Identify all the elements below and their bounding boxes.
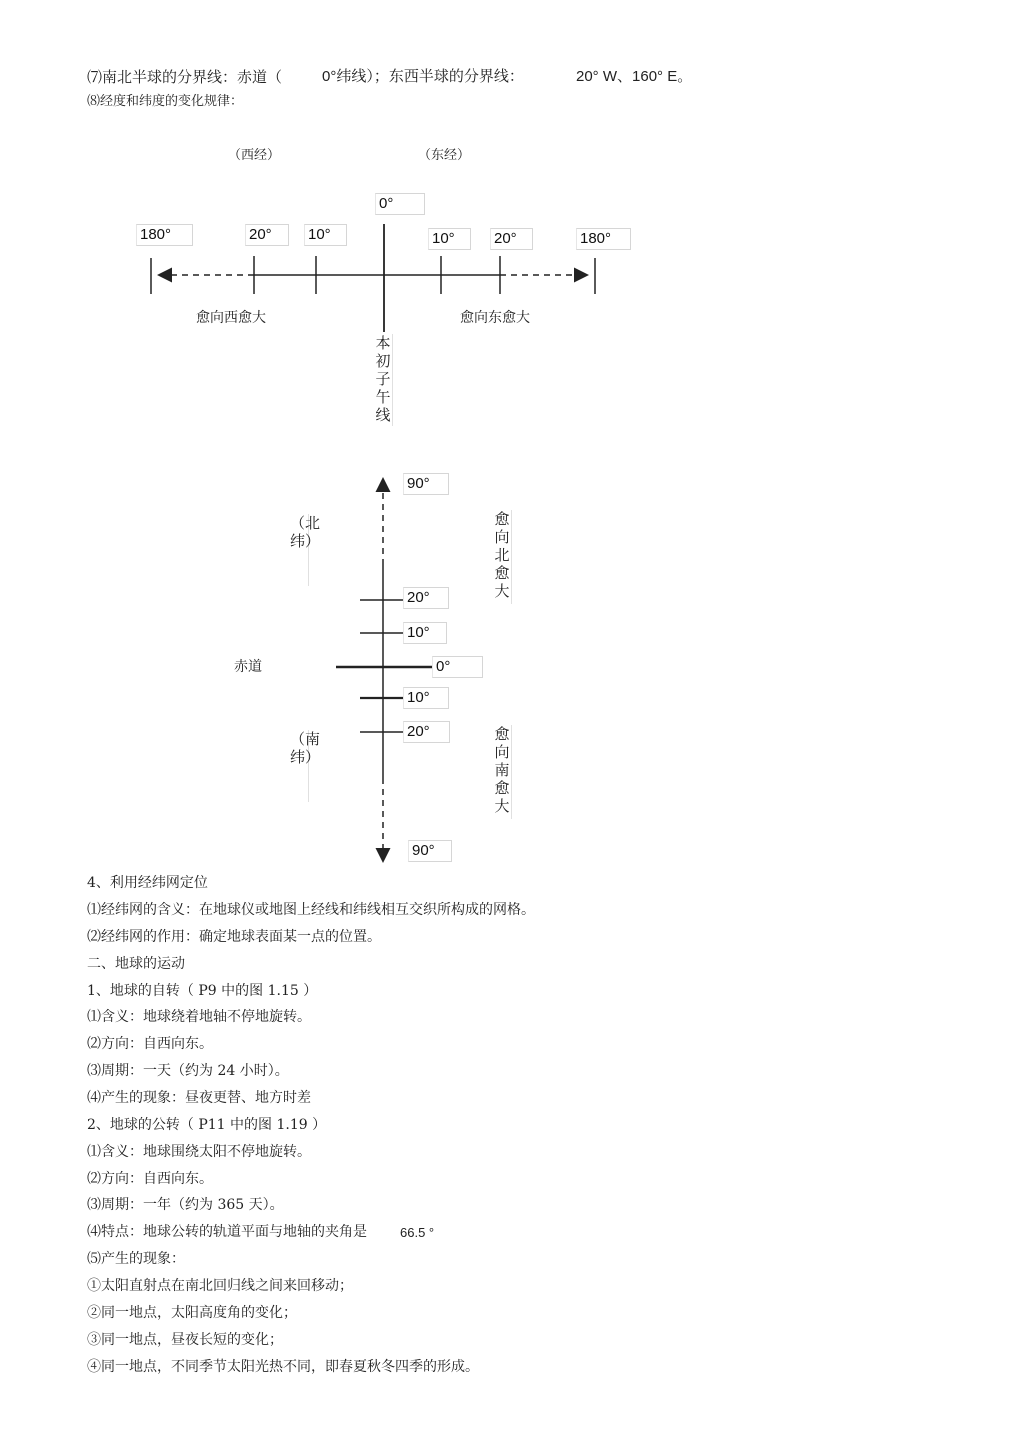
south-trend-label: 愈向南愈大 (493, 725, 512, 819)
lat-0-label: 0° (432, 656, 483, 678)
lat-s10-label: 10° (403, 687, 449, 709)
lon-e20-label: 20° (490, 228, 533, 250)
rotation-title: 1、地球的自转（ P9 中的图 1.15 ） (87, 983, 318, 999)
revolution-item-2: ⑵方向：自西向东。 (87, 1171, 213, 1187)
axial-tilt-value: 66.5 ° (400, 1225, 435, 1240)
lon-w20-label: 20° (245, 224, 289, 246)
west-trend-label: 愈向西愈大 (196, 310, 266, 326)
line-8: ⑻经度和纬度的变化规律： (87, 94, 244, 109)
rotation-item-4: ⑷产生的现象：昼夜更替、地方时差 (87, 1090, 311, 1106)
prime-meridian-label: 本初子午线 (374, 334, 393, 426)
line-7-part-c: 20° W、160° E。 (576, 68, 693, 85)
line-7-part-a: ⑺南北半球的分界线：赤道（ (87, 68, 283, 86)
revolution-item-4: ⑷特点：地球公转的轨道平面与地轴的夹角是 (87, 1224, 367, 1240)
revolution-item-3: ⑶周期：一年（约为 365 天）。 (87, 1197, 284, 1213)
lat-s20-label: 20° (403, 721, 450, 743)
lat-s90-label: 90° (408, 840, 452, 862)
lon-w180-label: 180° (136, 224, 193, 246)
lat-n90-label: 90° (403, 473, 449, 495)
lat-n20-label: 20° (403, 587, 449, 609)
lon-w10-label: 10° (304, 224, 347, 246)
lon-0-label: 0° (375, 193, 425, 215)
section-4-item-2: ⑵经纬网的作用：确定地球表面某一点的位置。 (87, 929, 381, 945)
south-latitude-label: （南纬） (290, 730, 309, 802)
phenomenon-3: ③同一地点，昼夜长短的变化； (87, 1332, 283, 1348)
phenomenon-4: ④同一地点，不同季节太阳光热不同，即春夏秋冬四季的形成。 (87, 1359, 479, 1375)
section-4-item-1: ⑴经纬网的含义：在地球仪或地图上经线和纬线相互交织所构成的网格。 (87, 902, 535, 918)
rotation-item-2: ⑵方向：自西向东。 (87, 1036, 213, 1052)
equator-label: 赤道 (234, 659, 262, 675)
line-7-part-b: 0°纬线）；东西半球的分界线： (322, 68, 524, 85)
lat-n10-label: 10° (403, 622, 447, 644)
phenomenon-2: ②同一地点，太阳高度角的变化； (87, 1305, 297, 1321)
east-longitude-label: （东经） (418, 148, 471, 163)
revolution-item-5: ⑸产生的现象： (87, 1251, 185, 1267)
rotation-item-3: ⑶周期：一天（约为 24 小时）。 (87, 1063, 289, 1079)
latitude-axis (336, 480, 432, 860)
west-longitude-label: （西经） (228, 148, 281, 163)
north-latitude-label: （北纬） (290, 514, 309, 586)
phenomenon-1: ①太阳直射点在南北回归线之间来回移动； (87, 1278, 353, 1294)
revolution-title: 2、地球的公转（ P11 中的图 1.19 ） (87, 1117, 327, 1133)
part-2-title: 二、地球的运动 (87, 956, 185, 972)
east-trend-label: 愈向东愈大 (460, 310, 530, 326)
lon-e10-label: 10° (428, 228, 471, 250)
north-trend-label: 愈向北愈大 (493, 510, 512, 604)
rotation-item-1: ⑴含义：地球绕着地轴不停地旋转。 (87, 1009, 311, 1025)
revolution-item-1: ⑴含义：地球围绕太阳不停地旋转。 (87, 1144, 311, 1160)
lon-e180-label: 180° (576, 228, 631, 250)
section-4-title: 4、利用经纬网定位 (87, 875, 208, 891)
